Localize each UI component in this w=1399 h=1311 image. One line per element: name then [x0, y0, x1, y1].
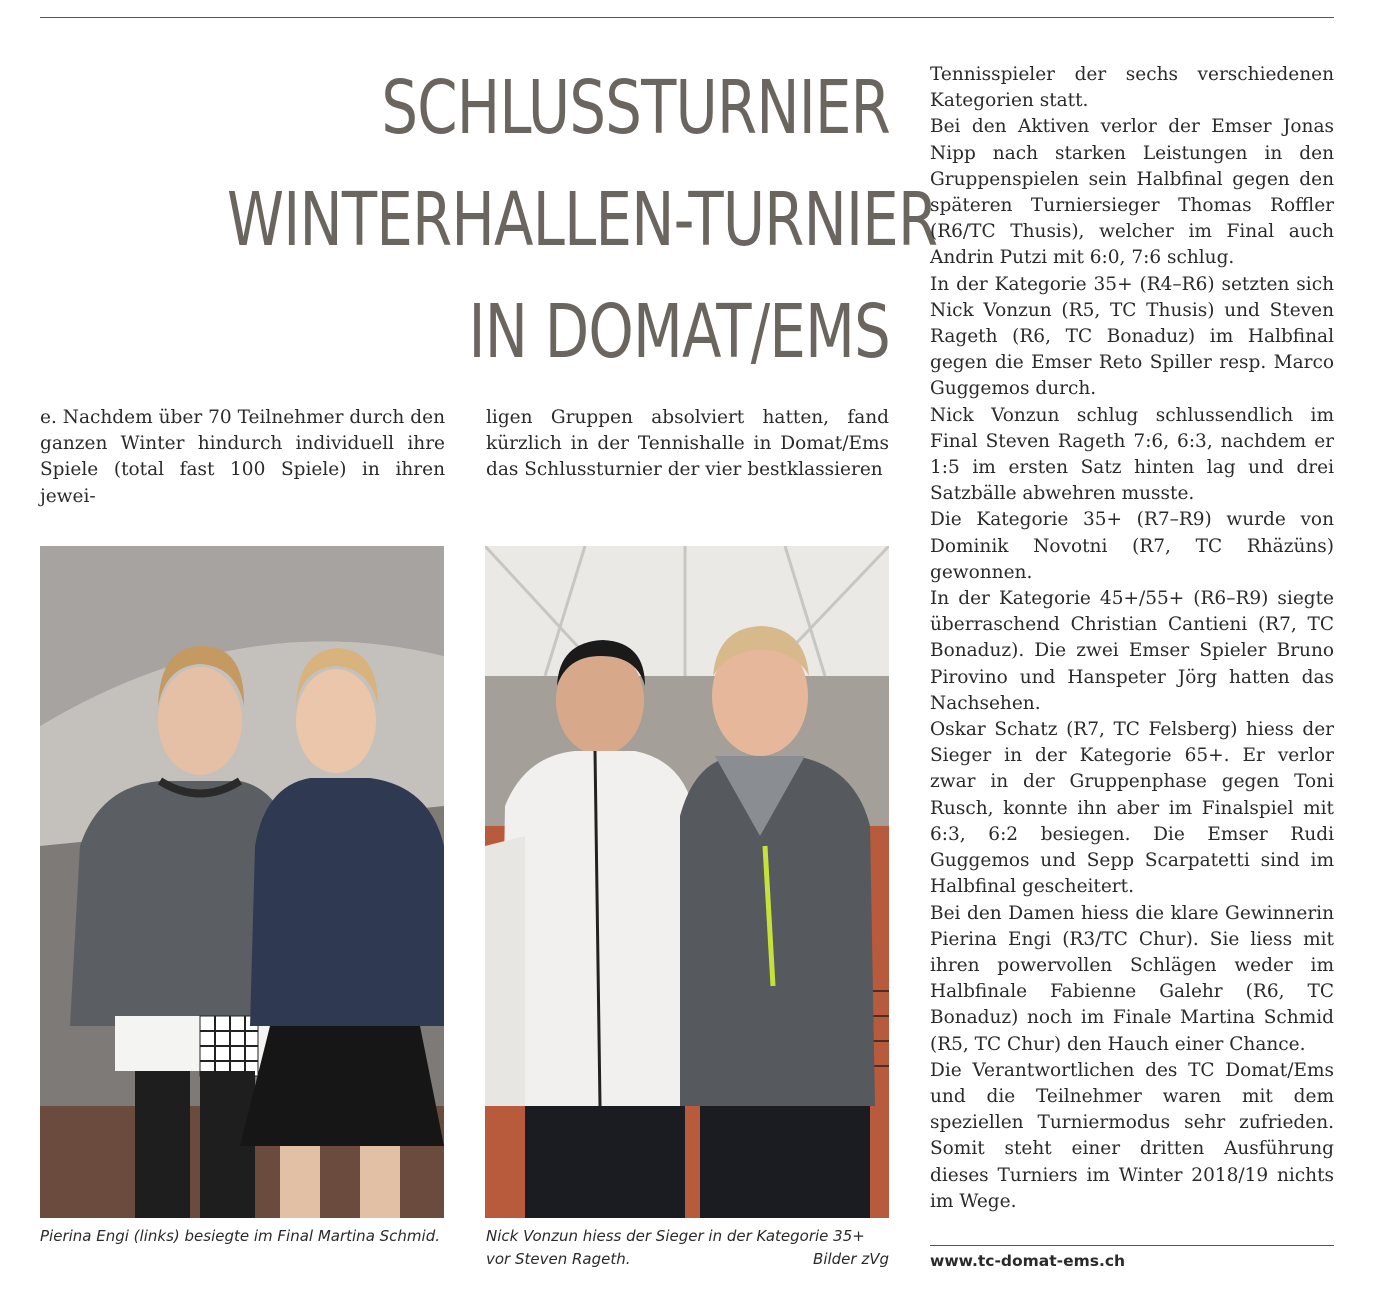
paragraph: Bei den Aktiven verlor der Emser Jonas Nipp nach starken Leistungen in den Gruppenspielen sein Halbfinal gegen den späteren Turniersieger Thomas Roffler (R6/TC Thusis), welcher im Final auch Andrin Putzi mit 6:0, 7:6 schlug. [930, 116, 1334, 269]
paragraph: Nick Vonzun schlug schlussendlich im Final Steven Rageth 7:6, 6:3, nachdem er 1:5 im ersten Satz hinten lag und drei Satzbälle abwehren musste. [930, 404, 1334, 505]
headline-line-2: WINTERHALLEN-TURNIER [227, 177, 938, 263]
photo-credit: Bilder zVg [813, 1250, 889, 1268]
photo-pierina-engi-martina-schmid [40, 546, 444, 1218]
lead-text-right [486, 405, 889, 484]
caption-right [486, 1225, 889, 1271]
paragraph: Tennisspieler der sechs verschiedenen Kategorien statt. [930, 64, 1334, 112]
bottom-rule [930, 1245, 1334, 1246]
lead-text-left [40, 405, 445, 510]
lead-paragraph-left: e. Nachdem über 70 Teilnehmer durch den ganzen Winter hindurch individuell ihre Spiele (total fast 100 Spiele) in ihren jewei- [40, 407, 445, 507]
headline-line-3: IN DOMAT/EMS [468, 289, 890, 375]
paragraph: Die Kategorie 35+ (R7–R9) wurde von Dominik Novotni (R7, TC Rhäzüns) gewonnen. [930, 509, 1334, 583]
paragraph: Oskar Schatz (R7, TC Felsberg) hiess der Sieger in der Kategorie 65+. Er verlor zwar in der Gruppenphase gegen Toni Rusch, konnte ihn aber im Finalspiel mit 6:3, 6:2 besiegen. Die Emser Rudi Guggemos und Sepp Scarpatetti sind im Halbfinal gescheitert. [930, 719, 1334, 898]
top-rule [40, 17, 1334, 18]
lead-paragraph-right: ligen Gruppen absolviert hatten, fand kürzlich in der Tennishalle in Domat/Ems das Schlussturnier der vier bestklassieren [486, 407, 889, 481]
article-body-right [930, 62, 1334, 1215]
headline-line-1: SCHLUSSTURNIER [381, 65, 890, 151]
photo-nick-vonzun-steven-rageth [485, 546, 889, 1218]
caption-right-text: Nick Vonzun hiess der Sieger in der Kategorie 35+ vor Steven Rageth. [486, 1227, 865, 1268]
paragraph: In der Kategorie 35+ (R4–R6) setzten sich Nick Vonzun (R5, TC Thusis) und Steven Rageth (R6, TC Bonaduz) im Halbfinal gegen die Emser Reto Spiller resp. Marco Guggemos durch. [930, 273, 1334, 400]
caption-left: Pierina Engi (links) besiegte im Final Martina Schmid. [40, 1227, 440, 1245]
paragraph: In der Kategorie 45+/55+ (R6–R9) siegte überraschend Christian Cantieni (R7, TC Bonaduz). Die zwei Emser Spieler Bruno Pirovino und Hanspeter Jörg hatten das Nachsehen. [930, 588, 1334, 714]
paragraph: Bei den Damen hiess die klare Gewinnerin Pierina Engi (R3/TC Chur). Sie liess mit ihren powervollen Schlägen weder im Halbfinale Fabienne Galehr (R6, TC Bonaduz) noch im Finale Martina Schmid (R5, TC Chur) den Hauch einer Chance. [930, 902, 1334, 1055]
paragraph: Die Verantwortlichen des TC Domat/Ems und die Teilnehmer waren mit dem speziellen Turniermodus sehr zufrieden. Somit steht einer dritten Ausführung dieses Turniers im Winter 2018/19 nichts im Wege. [930, 1059, 1334, 1212]
headline [227, 52, 938, 388]
website-link[interactable]: www.tc-domat-ems.ch [930, 1252, 1126, 1270]
